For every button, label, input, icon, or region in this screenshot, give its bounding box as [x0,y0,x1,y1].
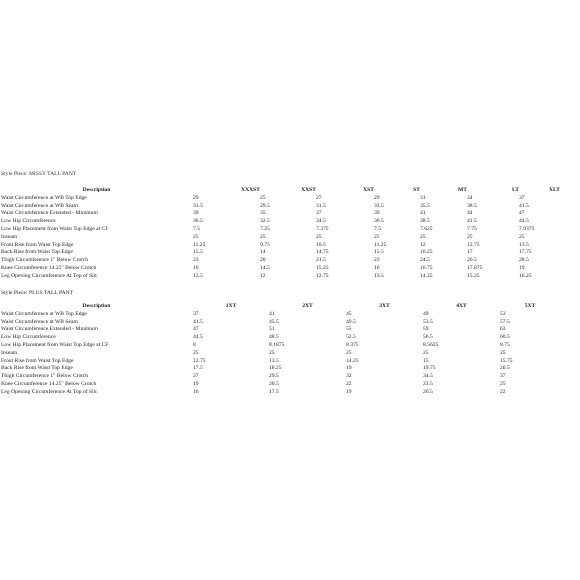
measurement-cell: 53.5 [423,318,433,325]
measurement-cell: 37 [316,210,322,217]
measurement-cell: 35 [260,210,266,217]
measurement-cell: 13.5 [374,272,384,279]
measurement-cell: 25 [346,349,352,356]
measurement-cell: 49.5 [346,318,356,325]
measurement-cell: 44.5 [193,334,203,341]
measurement-cell: 29.5 [269,373,279,380]
measurement-cell: 21.5 [316,257,326,264]
measurement-cell: 14 [260,249,266,256]
measurement-cell: 52.5 [346,334,356,341]
measurement-cell: 13.5 [269,357,279,364]
row-description: Back Rise from Waist Top Edge [1,249,73,256]
measurement-cell: 48.5 [269,334,279,341]
measurement-cell: 25 [269,349,275,356]
measurement-cell: 14.25 [420,272,433,279]
measurement-cell: 18.25 [269,365,282,372]
measurement-cell: 16 [374,264,380,271]
measurement-cell: 37 [193,310,199,317]
measurement-cell: 25 [423,349,429,356]
table-row [0,358,560,366]
measurement-cell: 14.25 [346,357,359,364]
measurement-cell: 15 [423,357,429,364]
measurement-cell: 38.5 [467,202,477,209]
row-description: Inseam [1,349,18,356]
row-description: Waist Circumference at WB Top Edge [1,310,87,317]
measurement-cell: 57.5 [500,318,510,325]
measurement-cell: 36.5 [193,218,203,225]
measurement-cell: 45.5 [269,318,279,325]
table-row [0,326,560,334]
measurement-cell: 23.5 [423,380,433,387]
measurement-cell: 32 [346,373,352,380]
missy-tall-rows [0,195,560,281]
measurement-cell: 11.25 [193,241,206,248]
header-description: Description [82,303,111,309]
measurement-cell: 12 [420,241,426,248]
measurement-cell: 16 [193,264,199,271]
measurement-cell: 15.5 [374,249,384,256]
measurement-cell: 27 [193,373,199,380]
header-size: 5XT [524,303,536,309]
measurement-cell: 13.5 [193,272,203,279]
table-header-row [0,303,560,311]
header-size: XST [363,187,374,193]
measurement-cell: 20.5 [423,388,433,395]
measurement-cell: 36.5 [374,218,384,225]
measurement-cell: 15.75 [500,357,513,364]
measurement-cell: 44 [467,210,473,217]
measurement-cell: 41.5 [467,218,477,225]
measurement-cell: 31.5 [316,202,326,209]
measurement-cell: 25 [467,233,473,240]
measurement-cell: 26.5 [467,257,477,264]
measurement-cell: 47 [193,326,199,333]
measurement-cell: 31 [420,194,426,201]
row-description: Leg Opening Circumference At Top of Slit [1,388,97,395]
measurement-cell: 25 [260,233,266,240]
measurement-cell: 38.5 [420,218,430,225]
measurement-cell: 19 [346,388,352,395]
measurement-cell: 15.25 [316,264,329,271]
table-row [0,365,560,373]
measurement-cell: 16.25 [519,272,532,279]
missy-tall-spec-table [0,187,560,281]
measurement-cell: 39 [193,210,199,217]
measurement-cell: 35.5 [420,202,430,209]
row-description: Waist Circumference Extended - Minimum [1,210,98,217]
header-size: XXST [301,187,316,193]
measurement-cell: 7.9375 [519,225,535,232]
table-row [0,311,560,319]
row-description: Knee Circumference 14.25" Below Crotch [1,264,97,271]
measurement-cell: 37 [500,373,506,380]
measurement-cell: 34.5 [423,373,433,380]
measurement-cell: 44.5 [519,218,529,225]
header-size: MT [457,187,467,193]
measurement-cell: 19.75 [423,365,436,372]
measurement-cell: 19 [193,380,199,387]
measurement-cell: 23 [374,257,380,264]
measurement-cell: 10.5 [316,241,326,248]
measurement-cell: 45 [346,310,352,317]
measurement-cell: 25 [500,349,506,356]
measurement-cell: 56.5 [423,334,433,341]
measurement-cell: 53 [500,310,506,317]
measurement-cell: 7.375 [316,225,329,232]
row-description: Thigh Circumference 1" Below Crotch [1,257,89,264]
table-row [0,334,560,342]
row-description: Waist Circumference Extended - Minimum [1,326,98,333]
measurement-cell: 39 [374,210,380,217]
measurement-cell: 25 [420,233,426,240]
measurement-cell: 25 [500,380,506,387]
measurement-cell: 28.5 [519,257,529,264]
header-size: 4XT [456,303,467,309]
row-description: Waist Circumference at WB Top Edge [1,194,87,201]
measurement-cell: 13.5 [519,241,529,248]
row-description: Low Hip Placement from Waist Top Edge at CF [1,341,109,348]
measurement-cell: 22 [346,380,352,387]
table-row [0,342,560,350]
table-row [0,234,560,242]
measurement-cell: 24.5 [420,257,430,264]
measurement-cell: 33.5 [193,202,203,209]
row-description: Thigh Circumference 1" Below Crotch [1,373,89,380]
measurement-cell: 29 [193,194,199,201]
measurement-cell: 23 [193,257,199,264]
measurement-cell: 25 [260,194,266,201]
row-description: Inseam [1,233,18,240]
style-label-plus-tall: Style Piece: PLUS TALL PANT [1,290,74,296]
measurement-cell: 11.25 [374,241,387,248]
measurement-cell: 20.5 [269,380,279,387]
header-size: 1XT [225,303,237,309]
measurement-cell: 25 [374,233,380,240]
measurement-cell: 17.5 [269,388,279,395]
row-description: Back Rise from Waist Top Edge [1,365,73,372]
measurement-cell: 20.5 [500,365,510,372]
style-label-missy-tall: Style Piece: MISSY TALL PANT [1,171,77,177]
row-description: Waist Circumference at WB Seam [1,318,78,325]
size-chart-document [0,168,580,408]
table-row [0,350,560,358]
table-row [0,210,560,218]
measurement-cell: 8 [193,341,196,348]
measurement-cell: 63 [500,326,506,333]
header-description: Description [82,187,111,193]
row-description: Waist Circumference at WB Seam [1,202,78,209]
table-row [0,249,560,257]
table-row [0,218,560,226]
measurement-cell: 17.875 [467,264,483,271]
measurement-cell: 29 [374,194,380,201]
measurement-cell: 41.5 [519,202,529,209]
row-description: Low Hip Circumference [1,218,56,225]
row-description: Low Hip Circumference [1,334,56,341]
table-row [0,257,560,265]
measurement-cell: 25 [193,349,199,356]
measurement-cell: 12.75 [467,241,480,248]
measurement-cell: 7.5 [193,225,200,232]
measurement-cell: 41.5 [193,318,203,325]
measurement-cell: 17.5 [193,365,203,372]
header-size: 3XT [379,303,390,309]
measurement-cell: 17 [467,249,473,256]
measurement-cell: 7.625 [420,225,433,232]
measurement-cell: 55 [346,326,352,333]
measurement-cell: 37 [519,194,525,201]
table-row [0,226,560,234]
plus-tall-rows [0,311,560,397]
measurement-cell: 29.5 [260,202,270,209]
measurement-cell: 8.75 [500,341,510,348]
measurement-cell: 7.25 [260,225,270,232]
table-row [0,319,560,327]
measurement-cell: 19 [519,264,525,271]
measurement-cell: 25 [316,233,322,240]
measurement-cell: 51 [269,326,275,333]
measurement-cell: 8.5625 [423,341,439,348]
header-size: XXXST [241,187,260,193]
measurement-cell: 19 [346,365,352,372]
measurement-cell: 22 [500,388,506,395]
measurement-cell: 25 [193,233,199,240]
measurement-cell: 49 [423,310,429,317]
table-row [0,203,560,211]
measurement-cell: 12 [260,272,266,279]
measurement-cell: 33.5 [374,202,384,209]
measurement-cell: 34.5 [316,218,326,225]
measurement-cell: 14.75 [316,249,329,256]
measurement-cell: 34 [467,194,473,201]
measurement-cell: 16.25 [420,249,433,256]
header-size: LT [512,187,519,193]
row-description: Front Rise from Waist Top Edge [1,241,74,248]
measurement-cell: 60.5 [500,334,510,341]
measurement-cell: 20 [260,257,266,264]
measurement-cell: 12.75 [193,357,206,364]
row-description: Front Rise from Waist Top Edge [1,357,74,364]
row-description: Knee Circumference 14.25" Below Crotch [1,380,97,387]
measurement-cell: 8.1875 [269,341,285,348]
header-size: 2XT [302,303,313,309]
row-description: Leg Opening Circumference At Top of Slit [1,272,97,279]
header-size: ST [413,187,420,193]
table-row [0,242,560,250]
measurement-cell: 59 [423,326,429,333]
measurement-cell: 7.5 [374,225,381,232]
plus-tall-spec-table [0,303,560,397]
table-row [0,389,560,397]
measurement-cell: 7.75 [467,225,477,232]
measurement-cell: 16 [193,388,199,395]
measurement-cell: 27 [316,194,322,201]
table-header-row [0,187,560,195]
measurement-cell: 25 [519,233,525,240]
measurement-cell: 32.5 [260,218,270,225]
measurement-cell: 14.5 [260,264,270,271]
measurement-cell: 41 [420,210,426,217]
header-size: XLT [549,187,560,193]
table-row [0,195,560,203]
table-row [0,373,560,381]
measurement-cell: 9.75 [260,241,270,248]
measurement-cell: 47 [519,210,525,217]
measurement-cell: 17.75 [519,249,532,256]
measurement-cell: 15.5 [193,249,203,256]
measurement-cell: 16.75 [420,264,433,271]
table-row [0,381,560,389]
table-row [0,273,560,281]
measurement-cell: 41 [269,310,275,317]
measurement-cell: 8.375 [346,341,359,348]
measurement-cell: 15.25 [467,272,480,279]
row-description: Low Hip Placement from Waist Top Edge at CF [1,225,109,232]
measurement-cell: 12.75 [316,272,329,279]
table-row [0,265,560,273]
